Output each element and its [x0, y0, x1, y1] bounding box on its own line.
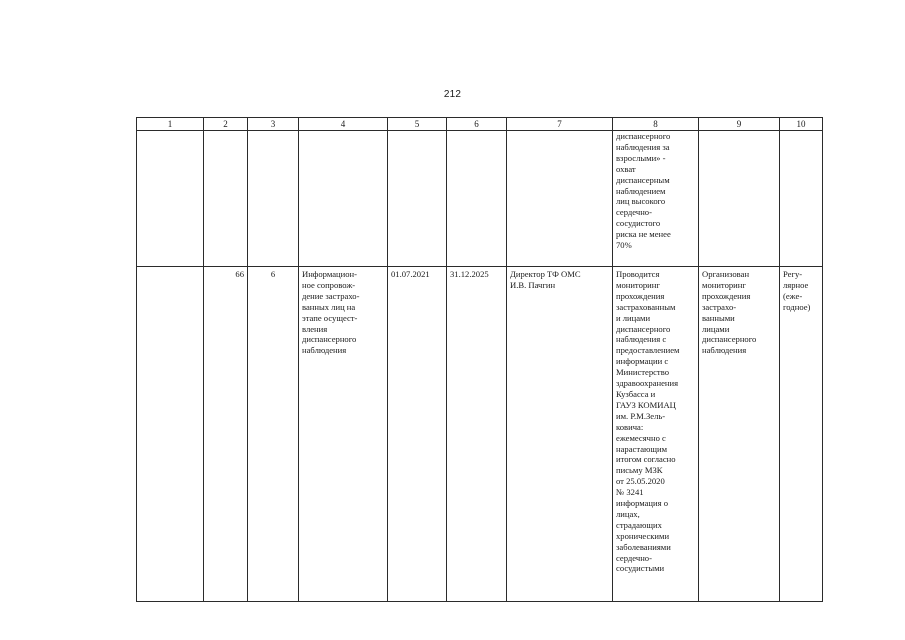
column-header-3: 3	[248, 118, 299, 131]
cont-cell-1	[137, 131, 204, 267]
cont-cell-6	[447, 131, 507, 267]
page-number: 212	[443, 89, 462, 100]
column-header-2: 2	[204, 118, 248, 131]
column-header-4: 4	[299, 118, 388, 131]
column-header-7: 7	[507, 118, 613, 131]
cell-col1	[137, 267, 204, 602]
cont-cell-7	[507, 131, 613, 267]
cell-start-date: 01.07.2021	[388, 267, 447, 602]
plan-table	[136, 117, 823, 602]
column-header-10: 10	[780, 118, 823, 131]
cont-cell-5	[388, 131, 447, 267]
cell-description: Проводится мониторинг прохождения застрахованным и лицами диспансерного наблюдения с предоставлением информации с Министерство здравоохранения Кузбасса и ГАУЗ КОМИАЦ им. Р.М.Зель- ковича: ежемесячно с нарастающим итогом согласно письму МЗК от 25.05.2020 № 3241 информация о лицах, страдающих хроническими заболеваниями сердечно- сосудистыми	[613, 267, 699, 602]
cell-end-date: 31.12.2025	[447, 267, 507, 602]
cell-row-number: 66	[204, 267, 248, 602]
column-header-6: 6	[447, 118, 507, 131]
table-row	[137, 267, 823, 602]
cell-result: Организован мониторинг прохождения застрахо- ванными лицами диспансерного наблюдения	[699, 267, 780, 602]
column-header-9: 9	[699, 118, 780, 131]
cont-cell-2	[204, 131, 248, 267]
column-header-5: 5	[388, 118, 447, 131]
continuation-row	[137, 131, 823, 267]
cont-cell-3	[248, 131, 299, 267]
cell-measure-name: Информацион- ное сопровож- дение застрахо- ванных лиц на этапе осущест- вления диспансерного наблюдения	[299, 267, 388, 602]
cont-cell-9	[699, 131, 780, 267]
cont-cell-8-indicator: диспансерного наблюдения за взрослыми» - охват диспансерным наблюдением лиц высокого сердечно- сосудистого риска не менее 70%	[613, 131, 699, 267]
column-header-1: 1	[137, 118, 204, 131]
cont-cell-10	[780, 131, 823, 267]
column-numbers-row	[137, 118, 823, 131]
cell-item-number: 6	[248, 267, 299, 602]
cell-responsible: Директор ТФ ОМС И.В. Пачгин	[507, 267, 613, 602]
cell-frequency: Регу- лярное (еже- годное)	[780, 267, 823, 602]
column-header-8: 8	[613, 118, 699, 131]
cont-cell-4	[299, 131, 388, 267]
